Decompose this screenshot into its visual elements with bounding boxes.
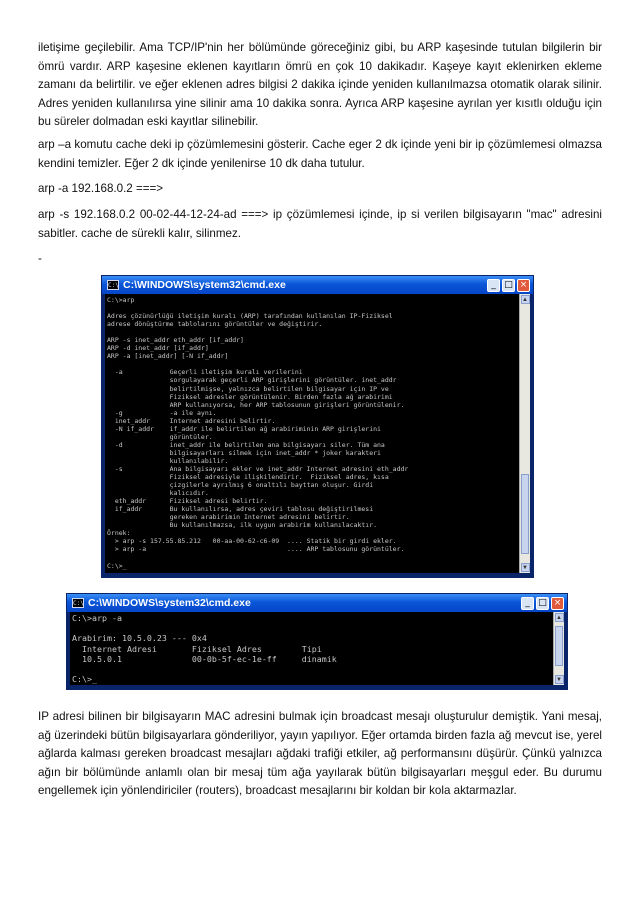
close-button[interactable]: ×: [551, 597, 564, 610]
maximize-button[interactable]: □: [536, 597, 549, 610]
scrollbar-thumb[interactable]: [555, 626, 563, 666]
cmd-app-icon: C:\: [108, 282, 119, 289]
cmd-window-title: C:\WINDOWS\system32\cmd.exe: [88, 597, 251, 609]
console-output[interactable]: C:\>arp -a Arabirim: 10.5.0.23 --- 0x4 Internet Adresi Fiziksel Adres Tipi 10.5.0.1 00-0b-5f-ec-1e-ff dinamik C:\>_: [70, 612, 553, 685]
scrollbar-thumb[interactable]: [521, 474, 529, 554]
paragraph-arp-cache-lifetime: iletişime geçilebilir. Ama TCP/IP'nin her bölümünde göreceğiniz gibi, bu ARP kaşesinde tutulan bilgilerin bir ömrü vardır. ARP kaşesine eklenen kayıtların ömrü en çok 10 dakikadır. Kaşeye kayıt eklenirken ekleme zamanı da belirtilir. ve eğer eklenen adres bilgisi 2 dakika içinde yeniden kullanılmazsa otomatik olarak silinir. Adres yeniden kullanılırsa yine silinir ama 10 dakika sonra. Ayrıca ARP kaşesine ayrılan yer kısıtlı olduğu için bu süreler dolmadan eski kayıtlar silinebilir.: [38, 41, 602, 128]
cmd-window-titlebar[interactable]: [67, 594, 567, 612]
scroll-up-arrow-icon[interactable]: ▲: [522, 297, 528, 303]
paragraph-dash: -: [38, 252, 42, 265]
minimize-button[interactable]: _: [521, 597, 534, 610]
scroll-up-arrow-icon[interactable]: ▲: [556, 615, 562, 621]
vertical-scrollbar[interactable]: [553, 612, 564, 685]
vertical-scrollbar[interactable]: [519, 294, 530, 573]
scroll-down-arrow-icon[interactable]: ▼: [556, 677, 562, 683]
cmd-window-titlebar[interactable]: [102, 276, 533, 294]
cmd-app-icon: C:\: [73, 600, 84, 607]
close-button[interactable]: ×: [517, 279, 530, 292]
paragraph-broadcast-explanation: IP adresi bilinen bir bilgisayarın MAC adresini bulmak için broadcast mesajı oluşturulur demiştik. Yani mesaj, ağ üzerindeki bütün bilgisayarlara gönderiliyor, yayın yapılıyor. Eğer ortamda birden fazla ağ mevcut ise, yerel ağlarda kalması gereken broadcast mesajları ağdaki trafiği etkiler, ağ performansını düşürür. Çünkü yalnızca ağın bir bölümünde anlamlı olan bir mesaj tüm ağa yayılarak bütün bilgisayarları meşgul eder. Bu durumu engellemek için yönlendiriciler (routers), broadcast mesajlarını bir koldan bir kola aktarmazlar.: [38, 710, 602, 797]
scroll-down-arrow-icon[interactable]: ▼: [522, 565, 528, 571]
paragraph-arp-a-description: arp –a komutu cache deki ip çözümlemesini gösterir. Cache eger 2 dk içinde yeni bir ip çözümlemesi olmazsa kendini temizler. Eğer 2 dk içinde yenilenirse 10 dk daha tutulur.: [38, 138, 602, 170]
cmd-window-title: C:\WINDOWS\system32\cmd.exe: [123, 279, 286, 291]
minimize-button[interactable]: _: [487, 279, 500, 292]
console-output[interactable]: C:\>arp Adres çözünürlüğü iletişim kuralı (ARP) tarafından kullanılan IP-Fiziksel adrese dönüştürme tablolarını görüntüler ve değiştirir. ARP -s inet_addr eth_addr [if_addr] ARP -d inet_addr [if_addr] ARP -a [inet_addr] [-N if_addr] -a Geçerli iletişim kuralı verilerini sorgulayarak geçerli ARP girişlerini görüntüler. inet_addr belirtilmişse, yalnızca belirtilen bilgisayar için IP ve Fiziksel adresler görüntülenir. Birden fazla ağ arabirimi ARP kullanıyorsa, her ARP tablosunun girişleri görüntülenir. -g -a ile aynı. inet_addr Internet adresini belirtir. -N if_addr if_addr ile belirtilen ağ arabiriminin ARP girişlerini görüntüler. -d inet_addr ile belirtilen ana bilgisayarı siler. Tüm ana bilgisayarları silmek için inet_addr * joker karakteri kullanılabilir. -s Ana bilgisayarı ekler ve inet_addr Internet adresini eth_addr Fiziksel adresiyle ilişkilendirir. Fiziksel adres, kısa çizgilerle ayrılmış 6 onaltılı bayttan oluşur. Girdi kalıcıdır. eth_addr Fiziksel adresi belirtir. if_addr Bu kullanılırsa, adres çeviri tablosu değiştirilmesi gereken arabirimin Internet adresini belirtir. Bu kullanılmazsa, ilk uygun arabirim kullanılacaktır. Örnek: > arp -s 157.55.85.212 00-aa-00-62-c6-09 .... Statik bir girdi ekler. > arp -a .... ARP tablosunu görüntüler. C:\>_: [105, 294, 519, 573]
paragraph-arp-a-example: arp -a 192.168.0.2 ===>: [38, 182, 164, 195]
paragraph-arp-s-example: arp -s 192.168.0.2 00-02-44-12-24-ad ===> ip çözümlemesi içinde, ip si verilen bilgisayarın "mac" adresini sabitler. cache de sürekli kalır, silinmez.: [38, 208, 602, 240]
maximize-button[interactable]: □: [502, 279, 515, 292]
cmd-window-arp-a: [66, 593, 568, 690]
cmd-window-arp-help: [101, 275, 534, 578]
